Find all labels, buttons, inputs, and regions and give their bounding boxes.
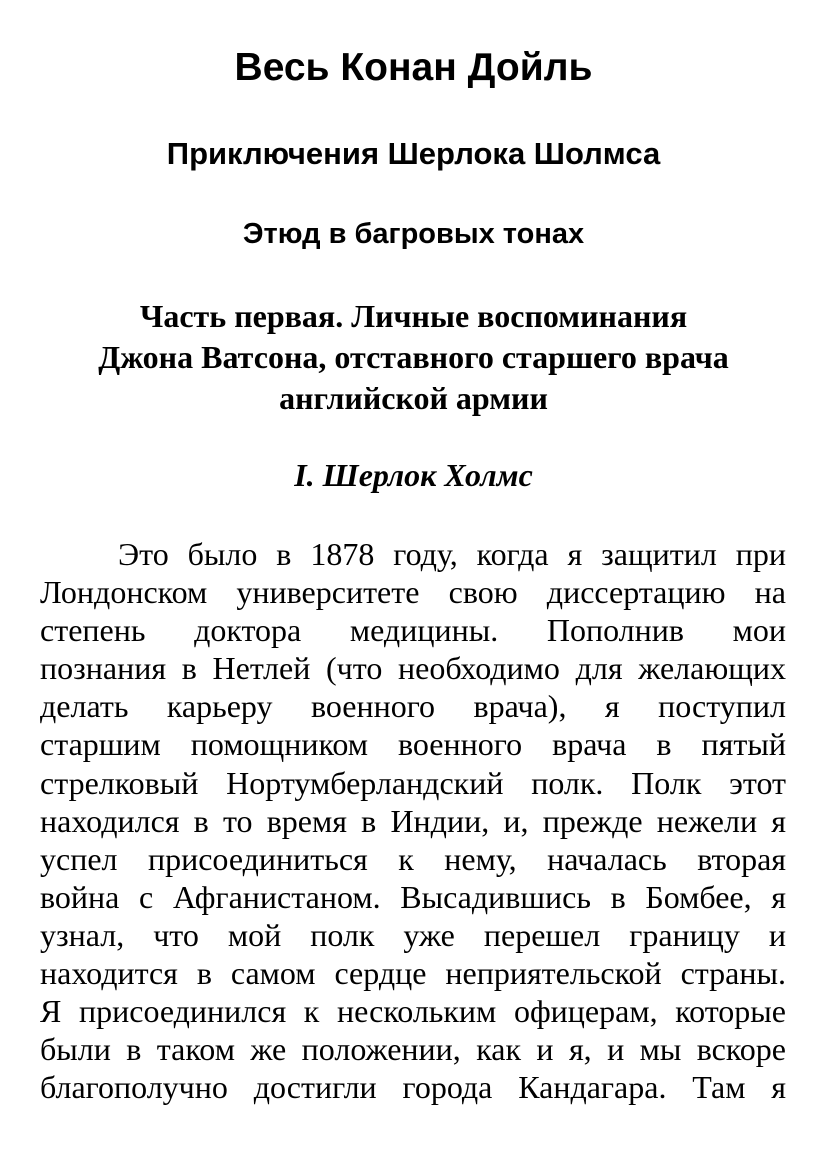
body-line: были в таком же положении, как и я, и мы вскоре <box>40 1031 786 1068</box>
body-line: степень доктора медицины. Пополнив мои <box>40 612 786 649</box>
story-title: Этюд в багровых тонах <box>242 218 585 250</box>
series-title: Приключения Шерлока Шолмса <box>166 136 661 171</box>
body-line: Это было в 1878 году, когда я защитил при <box>118 536 786 572</box>
body-line: стрелковый Нортумберландский полк. Полк этот <box>40 764 786 801</box>
body-line: делать карьеру военного врача), я поступил <box>40 688 786 725</box>
part-title-line: Часть первая. Личные воспоминания <box>139 298 688 334</box>
body-line: Лондонском университете свою диссертацию на <box>40 574 786 611</box>
body-line: благополучно достигли города Кандагара. Там я <box>40 1069 786 1106</box>
body-line: познания в Нетлей (что необходимо для желающих <box>40 650 786 687</box>
body-line: находился в то время в Индии, и, прежде нежели я <box>40 802 786 839</box>
body-line: война с Афганистаном. Высадившись в Бомбее, я <box>40 878 786 915</box>
chapter-title: I. Шерлок Холмс <box>294 457 533 493</box>
body-line: находится в самом сердце неприятельской страны. <box>40 955 786 992</box>
part-title-line: Джона Ватсона, отставного старшего врача <box>98 339 729 375</box>
part-title <box>20 296 807 419</box>
body-line: Я присоединился к нескольким офицерам, которые <box>40 993 786 1030</box>
body-line: узнал, что мой полк уже перешел границу и <box>40 916 786 953</box>
book-title: Весь Конан Дойль <box>234 46 593 89</box>
body-line: старшим помощником военного врача в пятый <box>40 726 786 763</box>
part-title-line: английской армии <box>279 380 548 416</box>
body-line: успел присоединиться к нему, началась вторая <box>40 840 786 877</box>
body-paragraph <box>40 535 786 1106</box>
